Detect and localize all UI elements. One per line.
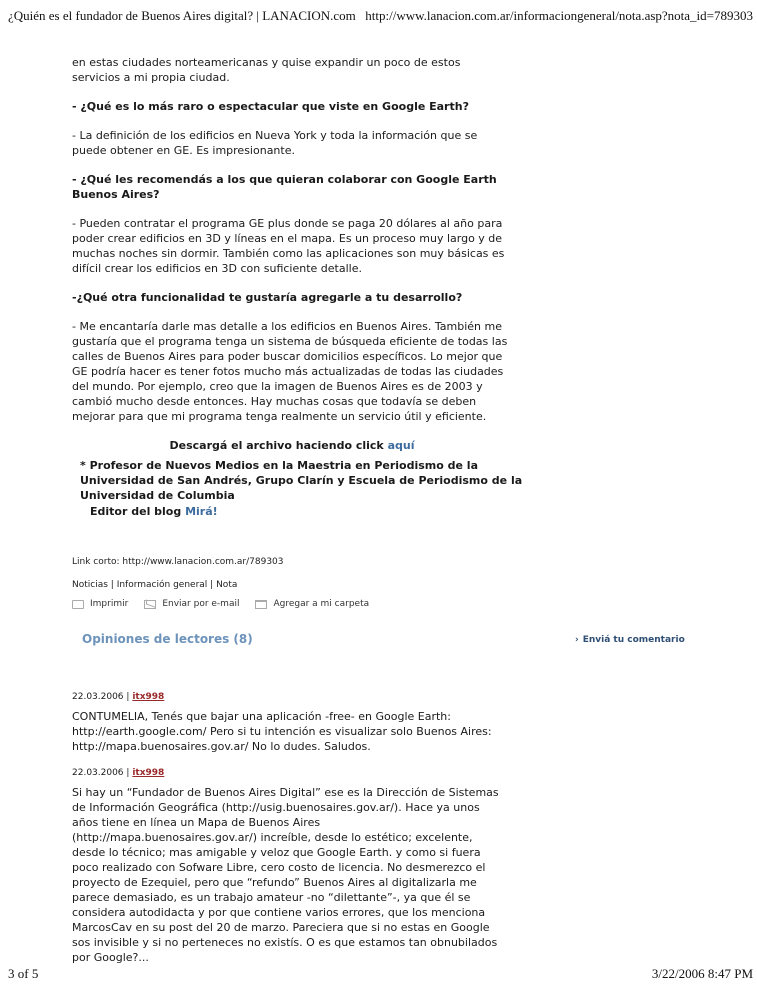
breadcrumb-nota[interactable]: Nota [216,580,238,590]
add-folder-button[interactable] [255,599,369,609]
paragraph: en estas ciudades norteamericanas y quise expandir un poco de estos servicios a mi propia ciudad. [72,56,461,84]
comment-meta [72,690,502,705]
print-button[interactable] [72,599,128,609]
printer-icon [72,600,84,609]
envelope-icon [144,600,156,609]
breadcrumb [72,580,237,590]
meta-separator: | [126,768,133,778]
article-body [72,55,512,453]
breadcrumb-separator: | [210,580,217,590]
paragraph: - Me encantaría darle mas detalle a los edificios en Buenos Aires. También me gustaría que el programa tenga un sistema de búsqueda eficiente de todas las calles de Buenos Aires para poder buscar domicilios específicos. Lo mejor que GE podría hacer es tener fotos mucho más actualizadas de todas las ciudades del mundo. Por ejemplo, creo que la imagen de Buenos Aires es de 2003 y cambió mucho desde entonces. Hay muchas cosas que todavía se deben mejorar para que mi programa tenga realmente un servicio útil y eficiente. [72,320,508,423]
question: - ¿Qué es lo más raro o espectacular que viste en Google Earth? [72,100,469,113]
comments-heading: Opiniones de lectores (8) [82,632,253,646]
meta-separator: | [126,692,133,702]
comment-user[interactable]: itx998 [132,768,165,778]
print-datetime: 3/22/2006 8:47 PM [651,966,753,981]
comment-user[interactable]: itx998 [132,692,165,702]
download-line [72,438,512,453]
comment [72,766,502,965]
comment-text: CONTUMELIA, Tenés que bajar una aplicación -free- en Google Earth: http://earth.google.com/ Pero si tu intención es visualizar solo Buenos Aires: http://mapa.buenosaires.gov.ar/ No lo dudes. Saludos. [72,710,492,753]
article-tools [72,599,385,609]
breadcrumb-informacion-general[interactable]: Información general [116,580,208,590]
page-url: http://www.lanacion.com.ar/informaciongeneral/nota.asp?nota_id=789303 [365,8,753,23]
add-folder-label: Agregar a mi carpeta [273,599,370,609]
breadcrumb-separator: | [110,580,117,590]
paragraph: - La definición de los edificios en Nueva York y toda la información que se puede obtener en GE. Es impresionante. [72,129,478,157]
editor-text: Editor del blog [90,505,186,518]
folder-icon [255,600,267,609]
download-text: Descargá el archivo haciendo click [169,439,388,452]
short-link[interactable]: Link corto: http://www.lanacion.com.ar/789303 [72,557,284,567]
page-title: ¿Quién es el fundador de Buenos Aires digital? | LANACION.com [8,8,356,23]
blog-link[interactable]: Mirá! [185,505,218,518]
author-note: * Profesor de Nuevos Medios en la Maestria en Periodismo de la Universidad de San Andrés, Grupo Clarín y Escuela de Periodismo de la Universidad de Columbia [80,459,523,502]
breadcrumb-noticias[interactable]: Noticias [72,580,108,590]
comment [72,690,502,754]
comment-date: 22.03.2006 [72,768,124,778]
paragraph: - Pueden contratar el programa GE plus donde se paga 20 dólares al año para poder crear edificios en 3D y líneas en el mapa. Es un proceso muy largo y de muchas noches sin dormir. También como las aplicaciones son muy básicas es difícil crear los edificios en 3D con suficiente detalle. [72,217,505,275]
send-comment-link[interactable] [575,635,685,645]
print-footer [8,966,753,982]
question: -¿Qué otra funcionalidad te gustaría agregarle a tu desarrollo? [72,291,463,304]
email-button[interactable] [144,599,239,609]
download-link[interactable]: aquí [387,439,415,452]
question: - ¿Qué les recomendás a los que quieran colaborar con Google Earth Buenos Aires? [72,173,497,201]
print-header [8,8,753,24]
page-count: 3 of 5 [8,966,39,981]
editor-line [90,505,218,518]
email-label: Enviar por e-mail [162,599,240,609]
chevron-right-icon: › [575,635,579,645]
comment-meta [72,766,502,781]
comment-date: 22.03.2006 [72,692,124,702]
print-label: Imprimir [90,599,129,609]
send-comment-label: Enviá tu comentario [582,635,685,645]
comment-text: Si hay un “Fundador de Buenos Aires Digital” ese es la Dirección de Sistemas de Información Geográfica (http://usig.buenosaires.gov.ar/). Hace ya unos años tiene en línea un Mapa de Buenos Aires (http://mapa.buenosaires.gov.ar/) increíble, desde lo estético; excelente, desde lo técnico; mas amigable y veloz que Google Earth. y como si fuera poco realizado con Sofware Libre, cero costo de licencia. No desmerezco el proyecto de Ezequiel, pero que “refundo” Buenos Aires al digitalizarla me parece demasiado, es un trabajo amateur -no “dilettante”-, ya que él se considera autodidacta y por que contiene varios errores, que los menciona MarcosCav en su post del 20 de marzo. Pareciera que si no estas en Google sos invisible y si no perteneces no existís. O es que estamos tan obnubilados por Google?... [72,786,499,964]
